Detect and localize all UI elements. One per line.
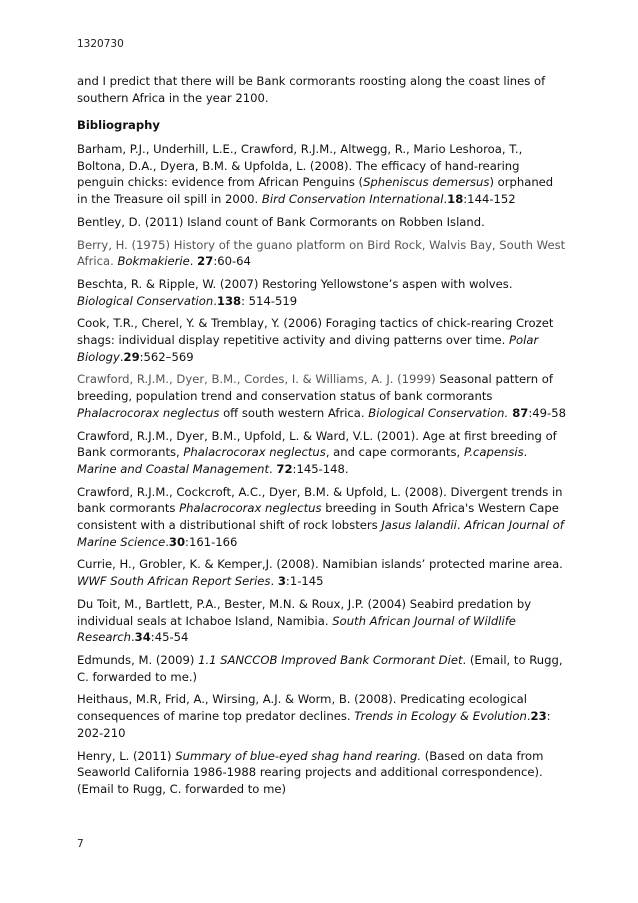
reference-edmunds-2009: Edmunds, M. (2009) 1.1 SANCCOB Improved Bank Cormorant Diet. (Email, to Rugg, C. forwarded to me.)	[77, 652, 563, 684]
reference-list	[77, 141, 567, 804]
reference-crawford-1999: Crawford, R.J.M., Dyer, B.M., Cordes, I. & Williams, A. J. (1999) Seasonal pattern of breeding, population trend and conservation status of bank cormorants Phalacrocorax neglectus off south western Africa. Biological Conservation. 87:49-58	[77, 372, 566, 420]
reference-berry-1975: Berry, H. (1975) History of the guano platform on Bird Rock, Walvis Bay, South West Africa. Bokmakierie. 27:60-64	[77, 237, 566, 269]
reference-dutoit-2004: Du Toit, M., Bartlett, P.A., Bester, M.N. & Roux, J.P. (2004) Seabird predation by individual seals at Ichaboe Island, Namibia. South African Journal of Wildlife Research.34:45-54	[77, 596, 532, 645]
reference-barham-2008: Barham, P.J., Underhill, L.E., Crawford, R.J.M., Altwegg, R., Mario Leshoroa, T., Boltona, D.A., Dyera, B.M. & Upfolda, L. (2008). The efficacy of hand-rearing penguin chicks: evidence from African Penguins (Spheniscus demersus) orphaned in the Treasure oil spill in 2000. Bird Conservation International.18:144-152	[77, 142, 554, 207]
document-id: 1320730	[77, 38, 124, 50]
reference-crawford-2001: Crawford, R.J.M., Dyer, B.M., Upfold, L. & Ward, V.L. (2001). Age at first breeding of Bank cormorants, Phalacrocorax neglectus, and cape cormorants, P.capensis. Marine and Coastal Management. 72:145-148.	[77, 428, 557, 476]
reference-heithaus-2008: Heithaus, M.R, Frid, A., Wirsing, A.J. & Worm, B. (2008). Predicating ecological consequences of marine top predator declines. Trends in Ecology & Evolution.23: 202-210	[77, 692, 551, 740]
reference-henry-2011: Henry, L. (2011) Summary of blue-eyed shag hand rearing. (Based on data from Seaworld California 1986-1988 rearing projects and additional correspondence). (Email to Rugg, C. forwarded to me)	[77, 748, 544, 796]
reference-bentley-2011: Bentley, D. (2011) Island count of Bank Cormorants on Robben Island.	[77, 214, 485, 229]
reference-beschta-2007: Beschta, R. & Ripple, W. (2007) Restoring Yellowstone’s aspen with wolves. Biological Conservation.138: 514-519	[77, 276, 513, 308]
reference-cook-2006: Cook, T.R., Cherel, Y. & Tremblay, Y. (2006) Foraging tactics of chick-rearing Crozet shags: individual display repetitive activity and diving patterns over time. Polar Biology.29:562–569	[77, 316, 554, 364]
bibliography-heading: Bibliography	[77, 118, 160, 132]
reference-crawford-2008: Crawford, R.J.M., Cockcroft, A.C., Dyer, B.M. & Upfold, L. (2008). Divergent trends in bank cormorants Phalacrocorax neglectus breeding in South Africa's Western Cape consistent with a distributional shift of rock lobsters Jasus lalandii. African Journal of Marine Science.30:161-166	[77, 484, 564, 549]
intro-paragraph: and I predict that there will be Bank cormorants roosting along the coast lines of southern Africa in the year 2100.	[77, 74, 546, 105]
reference-currie-2008: Currie, H., Grobler, K. & Kemper,J. (2008). Namibian islands’ protected marine area. WWF South African Report Series. 3:1-145	[77, 557, 563, 589]
page-number: 7	[77, 838, 84, 850]
